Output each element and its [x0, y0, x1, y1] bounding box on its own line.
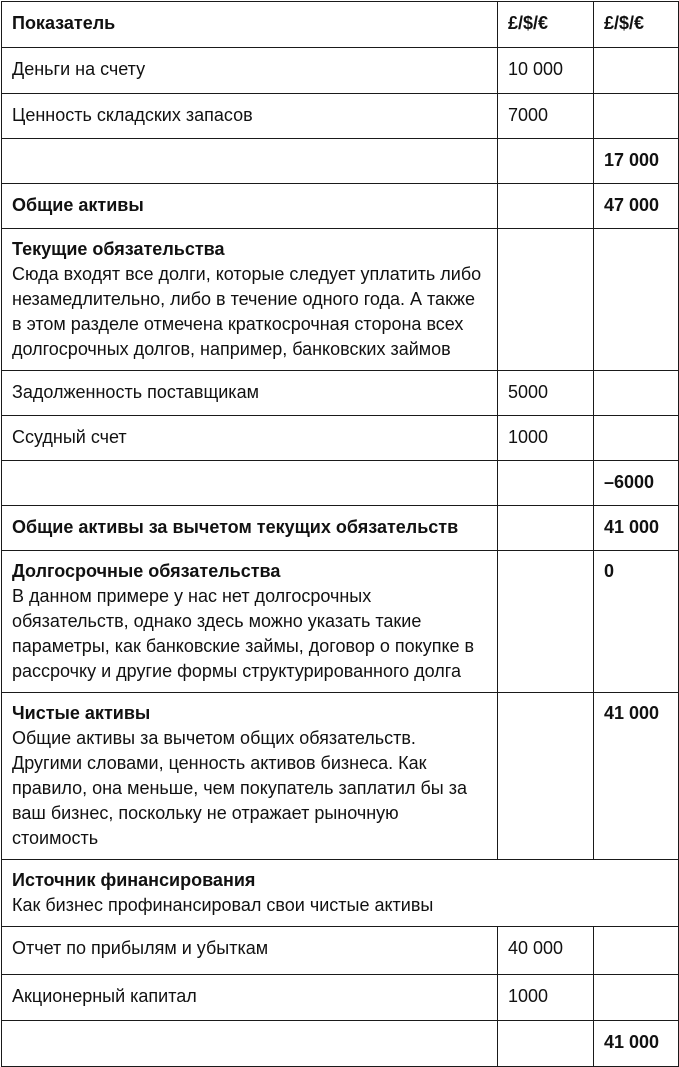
table-row-suppliers [2, 371, 679, 416]
section-title: Источник финансирования [12, 870, 256, 890]
row-amount: 1000 [498, 416, 594, 461]
row-amount [498, 229, 594, 371]
section-text: Как бизнес профинансировал свои чистые активы [12, 895, 434, 915]
table-row-subtotal-1 [2, 139, 679, 184]
table-row-equity [2, 975, 679, 1021]
table-row-financing [2, 860, 679, 927]
row-amount [498, 693, 594, 860]
row-total: 47 000 [594, 184, 679, 229]
row-total: 0 [594, 551, 679, 693]
row-total: 41 000 [594, 693, 679, 860]
row-amount: 5000 [498, 371, 594, 416]
section-title: Чистые активы [12, 703, 151, 723]
row-amount: 1000 [498, 975, 594, 1021]
header-indicator: Показатель [2, 2, 498, 48]
row-amount [498, 506, 594, 551]
section-text: Общие активы за вычетом общих обязательств. Другими словами, ценность активов бизнеса. Как правило, она меньше, чем покупатель заплатил бы за ваш бизнес, поскольку не отражает рыночную стоимость [12, 728, 467, 848]
header-row [2, 2, 679, 48]
row-label: Общие активы за вычетом текущих обязательств [2, 506, 498, 551]
header-currency-2: £/$/€ [594, 2, 679, 48]
row-label: Деньги на счету [2, 48, 498, 94]
section-title: Текущие обязательства [12, 239, 225, 259]
row-total [594, 927, 679, 975]
row-amount [498, 139, 594, 184]
balance-sheet-table [1, 1, 679, 1067]
row-amount [498, 551, 594, 693]
table-row-net-assets [2, 693, 679, 860]
section-text: Сюда входят все долги, которые следует уплатить либо незамедлительно, либо в течение одного года. А также в этом разделе отмечена краткосрочная сторона всех долгосрочных долгов, например, банковских займов [12, 264, 482, 359]
row-total [594, 94, 679, 139]
row-amount [498, 1021, 594, 1067]
row-description [2, 229, 498, 371]
table-row-long-term [2, 551, 679, 693]
row-description [2, 693, 498, 860]
row-amount: 7000 [498, 94, 594, 139]
row-amount: 40 000 [498, 927, 594, 975]
row-total: 41 000 [594, 506, 679, 551]
row-total: 41 000 [594, 1021, 679, 1067]
table-row-loan [2, 416, 679, 461]
row-total [594, 229, 679, 371]
table-row-current-liabilities [2, 229, 679, 371]
table-row-stock [2, 94, 679, 139]
section-text: В данном примере у нас нет долгосрочных обязательств, однако здесь можно указать такие параметры, как банковские займы, договор о покупке в рассрочку и другие формы структурированного долга [12, 586, 475, 681]
row-label: Ссудный счет [2, 416, 498, 461]
header-currency-1: £/$/€ [498, 2, 594, 48]
row-label: Акционерный капитал [2, 975, 498, 1021]
row-total [594, 48, 679, 94]
row-total: 17 000 [594, 139, 679, 184]
table-row-subtotal-2 [2, 461, 679, 506]
row-amount: 10 000 [498, 48, 594, 94]
row-amount [498, 184, 594, 229]
row-amount [498, 461, 594, 506]
row-label: Задолженность поставщикам [2, 371, 498, 416]
table-row-net-current [2, 506, 679, 551]
row-description [2, 551, 498, 693]
row-label: Ценность складских запасов [2, 94, 498, 139]
row-label: Общие активы [2, 184, 498, 229]
row-label [2, 139, 498, 184]
table-row-pnl [2, 927, 679, 975]
table-row-total-assets [2, 184, 679, 229]
row-total: –6000 [594, 461, 679, 506]
row-label [2, 461, 498, 506]
row-label: Отчет по прибылям и убыткам [2, 927, 498, 975]
table-row-final-total [2, 1021, 679, 1067]
row-label [2, 1021, 498, 1067]
table-row-cash [2, 48, 679, 94]
section-title: Долгосрочные обязательства [12, 561, 281, 581]
row-description [2, 860, 679, 927]
row-total [594, 975, 679, 1021]
row-total [594, 371, 679, 416]
row-total [594, 416, 679, 461]
